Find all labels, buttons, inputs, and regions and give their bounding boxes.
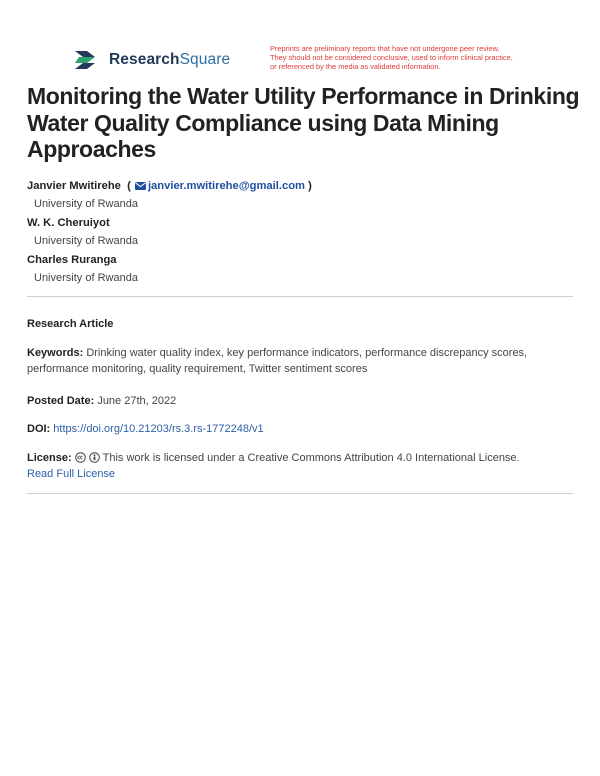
- attribution-icon: [89, 452, 100, 463]
- keywords: [27, 345, 577, 377]
- author-name-line: Janvier Mwitirehe ( janvier.mwitirehe@gmail.com ): [27, 180, 312, 192]
- author-affiliation: University of Rwanda: [34, 272, 138, 284]
- logo-wordmark: [109, 51, 230, 69]
- doi: [27, 421, 577, 437]
- posted-date-label: Posted Date:: [27, 395, 95, 407]
- author-name: Charles Ruranga: [27, 254, 117, 266]
- doi-link[interactable]: https://doi.org/10.21203/rs.3.rs-1772248/v1: [53, 423, 264, 435]
- preprint-notice: [270, 44, 550, 71]
- license-label: License:: [27, 452, 72, 464]
- email-icon: [135, 182, 146, 190]
- author-email-link[interactable]: janvier.mwitirehe@gmail.com: [147, 180, 305, 192]
- author-name: Janvier Mwitirehe: [27, 180, 121, 192]
- logo-word-square: Square: [179, 51, 231, 68]
- preprint-notice-line: They should not be considered conclusive, used to inform clinical practice,: [270, 53, 513, 62]
- keywords-label: Keywords:: [27, 347, 84, 359]
- doi-label: DOI:: [27, 423, 51, 435]
- creative-commons-icon: [75, 452, 86, 463]
- research-square-logo[interactable]: [73, 48, 230, 72]
- preprint-notice-line: or referenced by the media as validated information.: [270, 62, 441, 71]
- paper-title: Monitoring the Water Utility Performance in Drinking Water Quality Compliance using Data Mining Approaches: [27, 83, 580, 162]
- posted-date-value: June 27th, 2022: [97, 395, 177, 407]
- divider: [27, 296, 573, 297]
- logo-word-research: Research: [109, 51, 180, 68]
- article-type: Research Article: [27, 318, 114, 330]
- read-full-license-link[interactable]: Read Full License: [27, 468, 116, 480]
- license: [27, 450, 577, 482]
- author-name: W. K. Cheruiyot: [27, 217, 110, 229]
- author-list: [27, 178, 577, 289]
- posted-date: [27, 393, 577, 409]
- author-affiliation: University of Rwanda: [34, 235, 138, 247]
- header: [0, 0, 600, 80]
- author-affiliation: University of Rwanda: [34, 198, 138, 210]
- author-2: [27, 215, 577, 250]
- preprint-notice-line: Preprints are preliminary reports that have not undergone peer review.: [270, 44, 500, 53]
- license-text: This work is licensed under a Creative Commons Attribution 4.0 International License.: [102, 452, 520, 464]
- author-1: [27, 178, 577, 213]
- research-square-logo-icon: [73, 48, 101, 72]
- keywords-value: Drinking water quality index, key performance indicators, performance discrepancy scores, performance monitoring, quality requirement, Twitter sentiment scores: [27, 347, 528, 375]
- divider: [27, 493, 573, 494]
- author-3: [27, 252, 577, 287]
